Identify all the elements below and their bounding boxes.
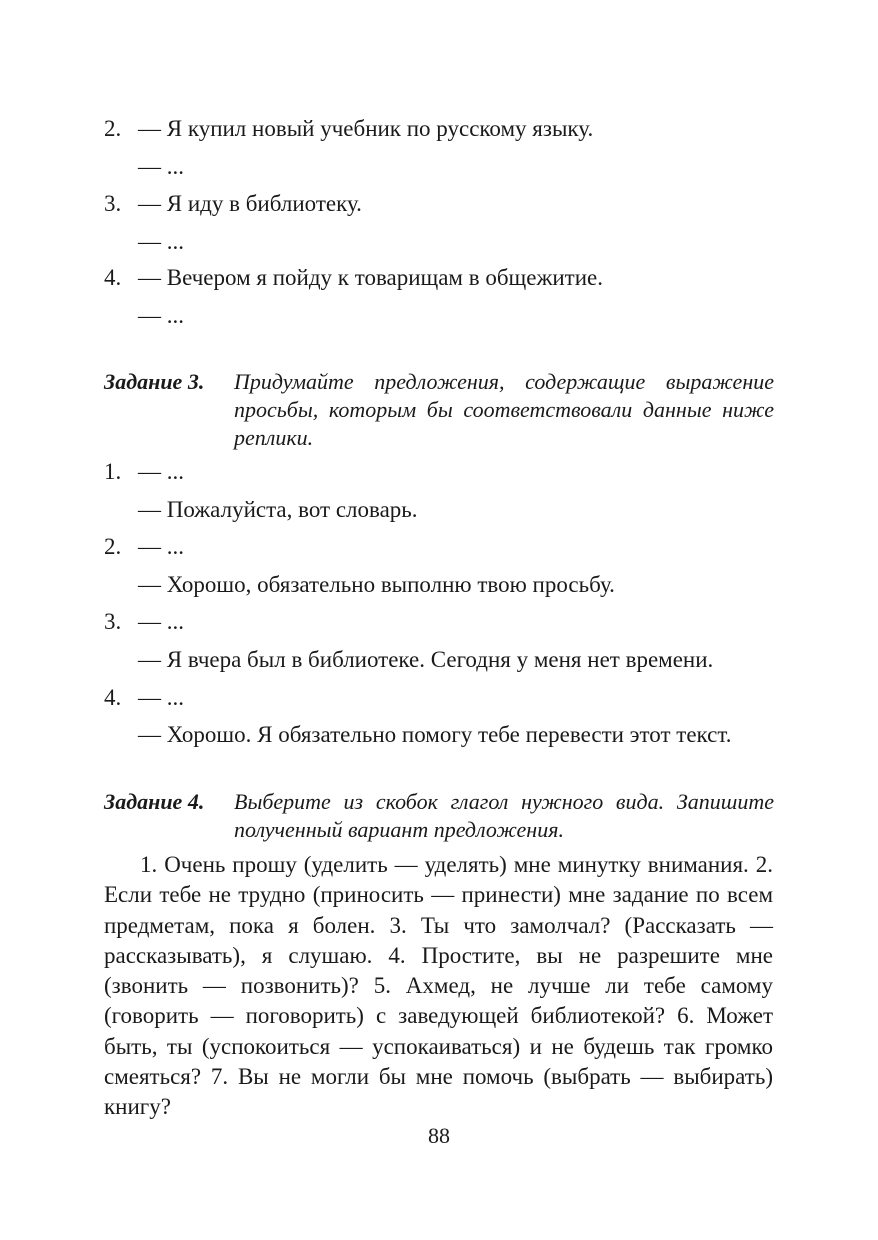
dialog-line: — Я купил новый учебник по русскому языку. — [138, 116, 594, 141]
task-label: Задание 3. — [104, 369, 205, 394]
item-number: 3. — [104, 191, 122, 216]
dialog-line: — ... — [138, 229, 184, 254]
dialog-line: — Хорошо. Я обязательно помогу тебе перевести этот текст. — [138, 722, 732, 747]
task-4-exercise-paragraph: 1. Очень прошу (уделить — уделять) мне минутку внимания. 2. Если тебе не трудно (приносить — принести) мне задание по всем предметам, пока я болен. 3. Ты что замолчал? (Рассказать — рассказывать), я слушаю. 4. Простите, вы не разрешите мне (звонить — позвонить)? 5. Ахмед, не лучше ли тебе самому (говорить — поговорить) с заведующей библиотекой? 6. Может быть, ты (успокоиться — успокаиваться) и не будешь так громко смеяться? 7. Вы не могли бы мне помочь (выбрать — выбирать) книгу? — [104, 852, 773, 1120]
dialog-line: — Я вчера был в библиотеке. Сегодня у меня нет времени. — [138, 647, 714, 672]
dialog-line: — Хорошо, обязательно выполню твою просьбу. — [138, 572, 615, 597]
item-number: 1. — [104, 459, 122, 484]
task-instruction: Придумайте предложения, содержащие выражение просьбы, которым бы соответствовали данные ниже реплики. — [234, 369, 774, 450]
page-number: 88 — [428, 1123, 450, 1148]
item-number: 4. — [104, 685, 122, 710]
dialog-line: — ... — [138, 154, 184, 179]
dialog-line: — ... — [138, 609, 184, 634]
dialog-line: — ... — [138, 459, 184, 484]
dialog-line: — ... — [138, 685, 184, 710]
dialog-line: — Вечером я пойду к товарищам в общежитие. — [138, 265, 603, 290]
task-instruction: Выберите из скобок глагол нужного вида. Запишите полученный вариант предложения. — [234, 789, 774, 842]
dialog-line: — ... — [138, 303, 184, 328]
item-number: 3. — [104, 609, 122, 634]
item-number: 2. — [104, 534, 122, 559]
item-number: 2. — [104, 116, 122, 141]
item-number: 4. — [104, 265, 122, 290]
dialog-line: — ... — [138, 534, 184, 559]
task-label: Задание 4. — [104, 789, 205, 814]
dialog-line: — Я иду в библиотеку. — [138, 191, 362, 216]
dialog-line: — Пожалуйста, вот словарь. — [138, 497, 418, 522]
